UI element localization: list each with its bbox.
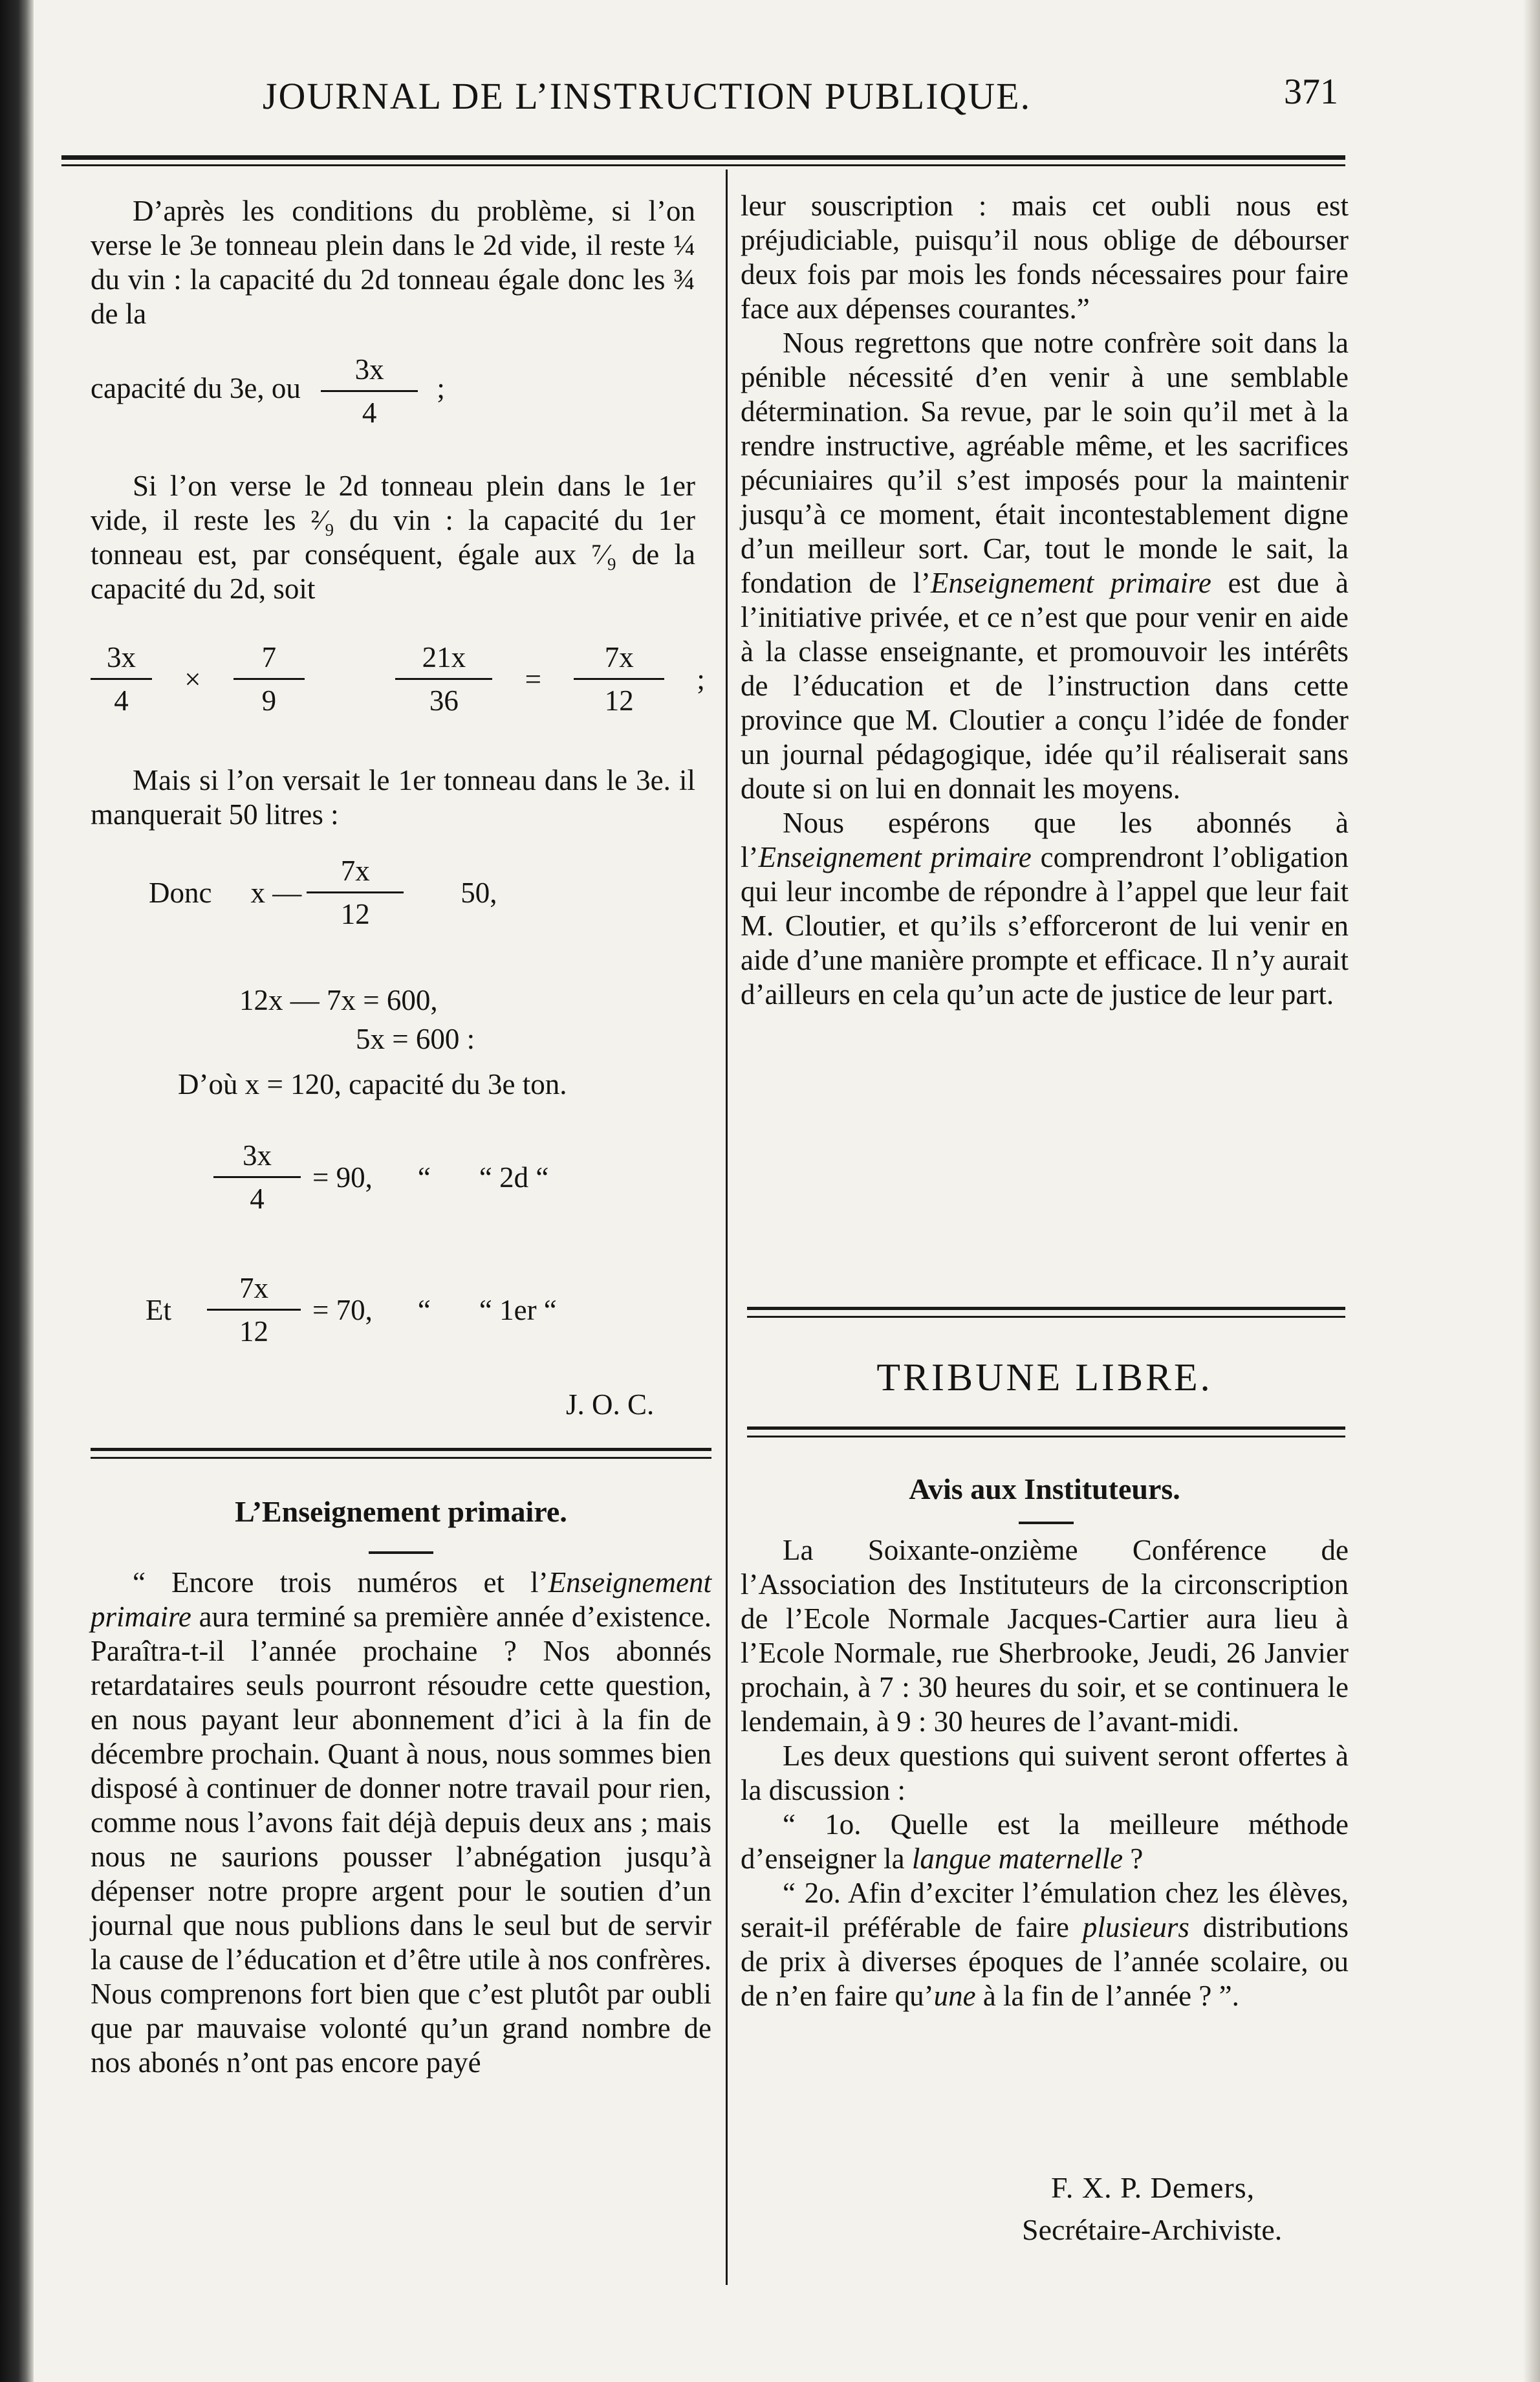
result-line-1er <box>146 1271 557 1348</box>
article-title-rule <box>369 1551 433 1554</box>
notice-question-2 <box>741 1876 1349 2013</box>
semicolon: ; <box>697 662 705 695</box>
problem-signature: J. O. C. <box>566 1388 655 1421</box>
article-paragraph <box>91 1566 711 2080</box>
fraction-c <box>395 640 492 717</box>
numerator: 3x <box>107 641 136 673</box>
donc-label: Donc <box>149 876 212 909</box>
ditto-2d: “ 2d “ <box>479 1161 549 1194</box>
numerator: 7 <box>261 641 277 673</box>
numerator: 7x <box>604 641 634 673</box>
numerator: 7x <box>340 855 370 887</box>
et-label: Et <box>146 1293 171 1326</box>
p3-text-end: comprendront l’obligation qui leur incombe de répondre à l’appel que leur fait M. Cloutier, et qu’ils s’efforceront de lui venir en aide d’une manière prompte et efficace. Il n’y aurait d’ailleurs en cela qu’un acte de justice de leur part. <box>741 841 1349 1011</box>
equation-line-2: 5x = 600 : <box>356 1023 475 1055</box>
fraction-b <box>233 640 305 717</box>
ditto-mark: “ <box>417 1293 431 1326</box>
left-section-rule-thin <box>91 1457 711 1459</box>
column-divider <box>726 169 728 2285</box>
p2-text-end: est due à l’initiative privée, et ce n’est que pour venir en aide à la classe enseignante, et promouvoir les intérêts de l’éducation et de l’instruction dans cette province que M. Cloutier a conçu l’idée de fonder un journal pédagogique, idée qu’il réaliserait sans doute si on lui en donnait les moyens. <box>741 567 1349 805</box>
left-column-problem-2 <box>91 469 695 606</box>
numerator: 3x <box>243 1139 272 1172</box>
page-binding-shadow <box>0 0 34 2382</box>
q2-text-2: distributions de prix à diverses époques de l’année scolaire, ou de n’en faire qu’ <box>741 1911 1349 2012</box>
denominator: 4 <box>114 684 129 717</box>
signature-role: Secrétaire-Archiviste. <box>1022 2213 1283 2246</box>
header-rule-thin <box>61 164 1345 166</box>
denominator: 4 <box>250 1183 265 1215</box>
donc-x: x — <box>250 876 302 909</box>
capacity-line <box>91 353 695 430</box>
p2-emphasis: Enseignement primaire <box>930 567 1211 599</box>
result-value: = 70, <box>312 1293 373 1326</box>
donc-rhs: 50, <box>461 876 497 909</box>
right-section-rule-top-thin <box>747 1316 1345 1318</box>
q2-emphasis-2: une <box>933 1980 976 2012</box>
p3-text: Nous espérons que les abonnés à l’ <box>741 807 1349 873</box>
article-text-1: “ Encore trois numéros et l’ <box>133 1566 548 1599</box>
problem-paragraph-3: Mais si l’on versait le 1er tonneau dans le 3e. il manquerait 50 litres : <box>91 764 695 831</box>
fraction-3x-4-result <box>213 1139 301 1216</box>
journal-header-title: JOURNAL DE L’INSTRUCTION PUBLIQUE. <box>262 75 1032 117</box>
equation-product <box>91 640 705 717</box>
article-title: L’Enseignement primaire. <box>235 1495 567 1528</box>
article-body <box>91 1566 711 2080</box>
notice-paragraph-1: La Soixante-onzième Conférence de l’Association des Instituteurs de la circonscription de l’Ecole Normale Jacques-Cartier aura lieu à l’Ecole Normale, rue Sherbrooke, Jeudi, 26 Janvier prochain, à 7 : 30 heures du soir, et se continuera le lendemain, à 9 : 30 heures de l’avant-midi. <box>741 1534 1349 1738</box>
equation-line-3: D’où x = 120, capacité du 3e ton. <box>178 1068 567 1100</box>
fraction-numerator: 3x <box>354 353 384 386</box>
q2-end: à la fin de l’année ? ”. <box>975 1980 1239 2012</box>
tribune-libre-title: TRIBUNE LIBRE. <box>876 1356 1213 1399</box>
denominator: 9 <box>261 684 277 717</box>
p3-emphasis: Enseignement primaire <box>758 841 1032 873</box>
page-number: 371 <box>1284 72 1338 112</box>
notice-title-rule <box>1019 1522 1074 1524</box>
right-paragraph-1: leur souscription : mais cet oubli nous est préjudiciable, puisqu’il nous oblige de débourser deux fois par mois les fonds nécessaires pour faire face aux dépenses courantes.” <box>741 190 1349 325</box>
denominator: 12 <box>239 1315 268 1348</box>
left-section-rule <box>91 1448 711 1451</box>
signature-name: F. X. P. Demers, <box>1051 2171 1255 2204</box>
article-text-2: aura terminé sa première année d’existence. Paraîtra-t-il l’année prochaine ? Nos abonnés retardataires seuls pourront résoudre cette question, en nous payant leur abonnement d’ici à la fin de décembre prochain. Quant à nous, nous sommes bien disposé à continuer de donner notre travail pour rien, comme nous l’avons fait déjà depuis deux ans ; mais nous ne saurions pousser l’abnégation jusqu’à dépenser notre propre argent pour le soutien d’un journal que nous publions dans le seul but de servir la cause de l’éducation et d’être utile à nos confrères. Nous comprenons fort bien que c’est plutôt par oubli que par mauvaise volonté qu’un grand nombre de nos abonés n’ont pas encore payé <box>91 1601 711 2079</box>
ditto-1er: “ 1er “ <box>479 1293 557 1326</box>
times-sign: × <box>184 662 201 695</box>
right-section-rule-top <box>747 1307 1345 1310</box>
q1-emphasis: langue maternelle <box>911 1842 1123 1875</box>
denominator: 36 <box>429 684 459 717</box>
fraction-7x-12 <box>307 854 404 931</box>
denominator: 12 <box>340 898 370 930</box>
right-paragraph-3 <box>741 806 1349 1012</box>
page-edge-shadow <box>1523 0 1540 2382</box>
q2-text: “ 2o. Afin d’exciter l’émulation chez les élèves, serait-il préférable de faire <box>741 1877 1349 1943</box>
notice-title: Avis aux Instituteurs. <box>909 1472 1180 1505</box>
fraction-d <box>574 640 664 717</box>
left-column-problem-3 <box>91 763 695 832</box>
notice-body <box>741 1533 1349 2013</box>
article-emphasis: Enseignement primaire <box>91 1566 711 1633</box>
right-section-rule-bottom-thin <box>747 1436 1345 1437</box>
p2-text: Nous regrettons que notre confrère soit dans la pénible nécessité d’en venir à une semblable détermination. Sa revue, par le soin qu’il met à la rendre instructive, agréable même, et les sacrifices pécuniaires qu’il s’est imposés pour la maintenir jusqu’à ce moment, était incontestablement digne d’un meilleur sort. Car, tout le monde le sait, la fondation de l’ <box>741 327 1349 599</box>
notice-paragraph-2: Les deux questions qui suivent seront offertes à la discussion : <box>741 1740 1349 1806</box>
notice-question-1 <box>741 1808 1349 1876</box>
equals-sign: = <box>525 662 541 695</box>
numerator: 21x <box>422 641 466 673</box>
left-column-problem <box>91 194 695 331</box>
capacity-prefix: capacité du 3e, ou <box>91 371 301 404</box>
numerator: 7x <box>239 1272 268 1304</box>
ditto-mark: “ <box>417 1161 431 1194</box>
q1-end: ? <box>1123 1842 1144 1875</box>
semicolon: ; <box>437 371 445 404</box>
result-value: = 90, <box>312 1161 373 1194</box>
denominator: 12 <box>604 684 634 717</box>
fraction-denominator: 4 <box>362 397 377 429</box>
header-rule <box>61 155 1345 160</box>
q1-text: “ 1o. Quelle est la meilleure méthode d’enseigner la <box>741 1808 1349 1875</box>
fraction-7x-12-result <box>207 1271 301 1348</box>
right-column-body <box>741 189 1349 1012</box>
equation-line-1: 12x — 7x = 600, <box>239 984 438 1016</box>
right-section-rule-bottom <box>747 1426 1345 1430</box>
fraction-a <box>91 640 152 717</box>
problem-paragraph-2: Si l’on verse le 2d tonneau plein dans le 1er vide, il reste les ²⁄₉ du vin : la capacité du 1er tonneau est, par conséquent, égale aux ⁷⁄₉ de la capacité du 2d, soit <box>91 470 695 605</box>
problem-paragraph-1: D’après les conditions du problème, si l’on verse le 3e tonneau plein dans le 2d vide, il reste ¼ du vin : la capacité du 2d tonneau égale donc les ¾ de la <box>91 195 695 330</box>
donc-equation <box>149 854 497 931</box>
fraction-3x-4 <box>321 353 418 430</box>
q2-emphasis: plusieurs <box>1082 1911 1189 1943</box>
right-paragraph-2 <box>741 326 1349 806</box>
result-line-2d <box>213 1139 548 1216</box>
